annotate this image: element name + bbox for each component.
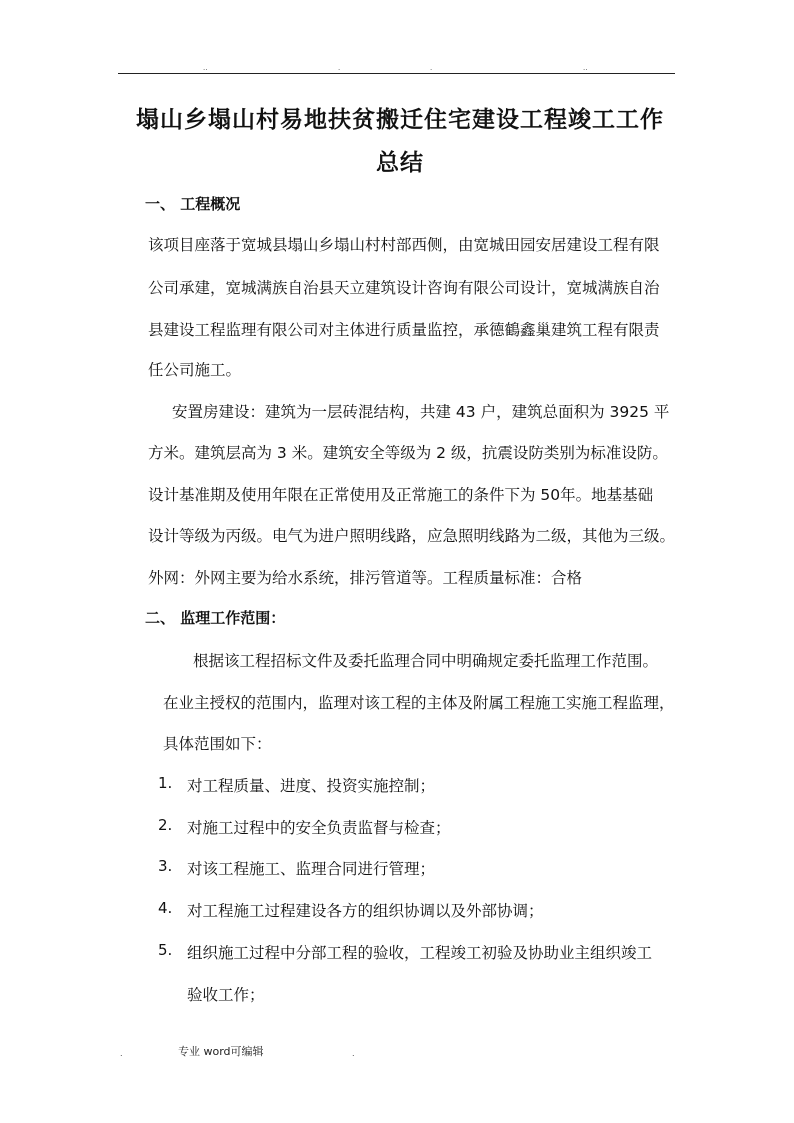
list-item-continuation: 验收工作； <box>187 986 265 1004</box>
list-item-number: 1. <box>158 774 173 792</box>
header-rule <box>118 73 675 74</box>
list-item: 对工程施工过程建设各方的组织协调以及外部协调； <box>187 902 544 920</box>
paragraph-line: 具体范围如下： <box>163 735 272 753</box>
paragraph-line: 方米。建筑层高为 3 米。建筑安全等级为 2 级，抗震设防类别为标准设防。 <box>148 444 668 462</box>
section2-heading: 二、 监理工作范围： <box>145 609 286 627</box>
list-item: 组织施工过程中分部工程的验收，工程竣工初验及协助业主组织竣工 <box>187 944 653 962</box>
header-dot: . <box>338 64 341 72</box>
footer-dot: . <box>120 1049 123 1058</box>
paragraph-line: 设计等级为丙级。电气为进户照明线路，应急照明线路为二级，其他为三级。 <box>148 527 676 545</box>
paragraph-line: 外网：外网主要为给水系统，排污管道等。工程质量标准：合格 <box>148 569 583 587</box>
paragraph-line: 安置房建设：建筑为一层砖混结构，共建 43 户，建筑总面积为 3925 平 <box>172 403 670 421</box>
header-dot: .. <box>203 64 208 72</box>
footer-text: 专业 word可编辑 <box>178 1045 264 1058</box>
header-dot: . <box>430 64 433 72</box>
section1-heading: 一、 工程概况 <box>145 195 241 213</box>
paragraph-line: 在业主授权的范围内，监理对该工程的主体及附属工程施工实施工程监理， <box>163 694 675 712</box>
header-dot: .. <box>583 64 588 72</box>
list-item: 对工程质量、进度、投资实施控制； <box>187 777 436 795</box>
paragraph-line: 任公司施工。 <box>148 361 242 379</box>
paragraph-line: 该项目座落于宽城县塌山乡塌山村村部西侧，由宽城田园安居建设工程有限 <box>148 236 660 254</box>
paragraph-line: 公司承建，宽城满族自治县天立建筑设计咨询有限公司设计，宽城满族自治 <box>148 279 660 297</box>
paragraph-line: 根据该工程招标文件及委托监理合同中明确规定委托监理工作范围。 <box>193 652 659 670</box>
document-title-line2: 总结 <box>376 149 424 176</box>
paragraph-line: 设计基准期及使用年限在正常使用及正常施工的条件下为 50年。地基基础 <box>148 486 654 504</box>
list-item: 对施工过程中的安全负责监督与检查； <box>187 819 451 837</box>
list-item-number: 3. <box>158 857 173 875</box>
list-item-number: 4. <box>158 899 173 917</box>
list-item-number: 2. <box>158 816 173 834</box>
list-item-number: 5. <box>158 941 173 959</box>
document-title-line1: 塌山乡塌山村易地扶贫搬迁住宅建设工程竣工工作 <box>136 106 664 133</box>
paragraph-line: 县建设工程监理有限公司对主体进行质量监控，承德鶴鑫巢建筑工程有限责 <box>148 321 660 339</box>
footer-dot: . <box>352 1049 355 1058</box>
list-item: 对该工程施工、监理合同进行管理； <box>187 860 436 878</box>
